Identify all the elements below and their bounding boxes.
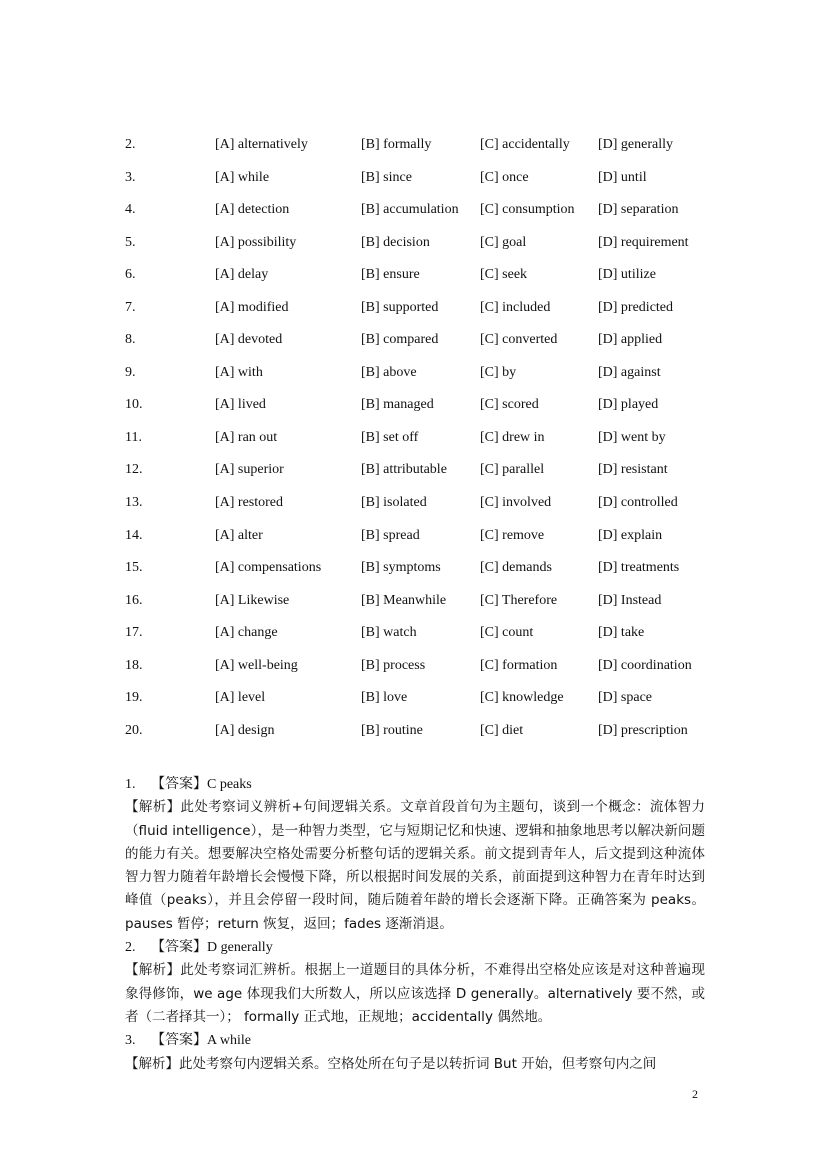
option-b: [B] symptoms (361, 560, 441, 576)
question-number: 9. (125, 364, 136, 380)
option-d: [D] utilize (598, 267, 656, 283)
question-number: 12. (125, 462, 143, 478)
option-c: [C] count (480, 625, 534, 641)
option-d: [D] resistant (598, 462, 668, 478)
option-c: [C] goal (480, 234, 527, 250)
answer-block-2 (125, 936, 705, 1029)
answer-key: 【答案】A while (151, 1033, 251, 1049)
page-number: 2 (692, 1087, 698, 1101)
option-b: [B] Meanwhile (361, 592, 447, 608)
question-number: 16. (125, 592, 143, 608)
option-a: [A] restored (215, 495, 284, 511)
option-d: [D] requirement (598, 234, 689, 250)
option-a: [A] change (215, 625, 278, 641)
option-d: [D] predicted (598, 299, 674, 315)
option-d: [D] applied (598, 332, 663, 348)
option-a: [A] alter (215, 527, 263, 543)
option-b: [B] since (361, 169, 412, 185)
question-number: 19. (125, 690, 143, 706)
option-c: [C] diet (480, 722, 524, 738)
option-c: [C] consumption (480, 202, 575, 218)
option-d: [D] Instead (598, 592, 662, 608)
question-number: 4. (125, 202, 136, 218)
answer-heading (125, 936, 705, 959)
answer-key: 【答案】C peaks (151, 777, 252, 792)
option-d: [D] separation (598, 202, 679, 218)
option-d: [D] prescription (598, 722, 688, 738)
option-c: [C] scored (480, 397, 539, 413)
option-c: [C] converted (480, 332, 558, 348)
option-a: [A] possibility (215, 234, 297, 250)
option-b: [B] accumulation (361, 202, 459, 218)
answer-number: 3. (125, 1033, 136, 1049)
option-a: [A] alternatively (215, 137, 308, 152)
question-number: 13. (125, 495, 143, 511)
option-d: [D] against (598, 364, 661, 380)
answer-key: 【答案】D generally (151, 940, 273, 956)
option-d: [D] until (598, 169, 647, 185)
answer-block-3 (125, 1029, 705, 1076)
question-number: 17. (125, 625, 143, 641)
option-c: [C] parallel (480, 462, 545, 478)
option-d: [D] treatments (598, 560, 680, 576)
option-a: [A] detection (215, 202, 290, 218)
option-a: [A] superior (215, 462, 284, 478)
option-b: [B] process (361, 657, 426, 673)
option-d: [D] coordination (598, 657, 692, 673)
option-a: [A] with (215, 364, 263, 380)
option-d: [D] controlled (598, 495, 678, 511)
answer-number: 1. (125, 777, 136, 792)
option-c: [C] Therefore (480, 592, 558, 608)
question-number: 11. (125, 429, 142, 445)
question-number: 5. (125, 234, 136, 250)
option-b: [B] compared (361, 332, 439, 348)
option-b: [B] love (361, 690, 408, 706)
option-a: [A] while (215, 169, 270, 185)
option-d: [D] generally (598, 137, 674, 152)
option-c: [C] knowledge (480, 690, 564, 706)
question-number: 2. (125, 137, 136, 152)
option-a: [A] well-being (215, 657, 298, 673)
answer-heading (125, 773, 705, 796)
option-b: [B] routine (361, 722, 423, 738)
answers-section (125, 773, 705, 1076)
option-b: [B] isolated (361, 495, 427, 511)
option-b: [B] attributable (361, 462, 447, 478)
option-b: [B] supported (361, 299, 439, 315)
question-number: 18. (125, 657, 143, 673)
answer-heading (125, 1029, 705, 1052)
option-d: [D] space (598, 690, 653, 706)
option-c: [C] accidentally (480, 137, 570, 152)
option-c: [C] once (480, 169, 529, 185)
option-d: [D] played (598, 397, 659, 413)
option-c: [C] demands (480, 560, 552, 576)
question-number: 6. (125, 267, 136, 283)
option-c: [C] by (480, 364, 517, 380)
option-a: [A] compensations (215, 560, 322, 576)
option-a: [A] Likewise (215, 592, 290, 608)
question-number: 10. (125, 397, 143, 413)
question-number: 20. (125, 722, 143, 738)
option-b: [B] ensure (361, 267, 420, 283)
option-d: [D] went by (598, 429, 666, 445)
question-number: 3. (125, 169, 136, 185)
option-c: [C] remove (480, 527, 545, 543)
option-b: [B] set off (361, 429, 419, 445)
option-b: [B] above (361, 364, 417, 380)
option-c: [C] formation (480, 657, 558, 673)
question-number: 7. (125, 299, 136, 315)
option-d: [D] take (598, 625, 645, 641)
option-b: [B] watch (361, 625, 417, 641)
option-c: [C] involved (480, 495, 552, 511)
option-c: [C] seek (480, 267, 528, 283)
analysis-paragraph: 【解析】此处考察词义辨析+句间逻辑关系。文章首段首句为主题句，谈到一个概念：流体智力（fluid intelligence），是一种智力类型，它与短期记忆和快速、逻辑和抽象地思考以解决新问题的能力有关。想要解决空格处需要分析整句话的逻辑关系。前文提到青年人，后文提到这种流体智力智力随着年龄增长会慢慢下降，所以根据时间发展的关系，前面提到这种智力在青年时达到峰值（peaks），并且会停留一段时间，随后随着年龄的增长会逐渐下降。正确答案为 peaks。pauses 暂停；return 恢复，返回；fades 逐渐消退。 (125, 799, 705, 932)
option-c: [C] included (480, 299, 551, 315)
option-a: [A] devoted (215, 332, 283, 348)
answer-number: 2. (125, 940, 136, 956)
option-d: [D] explain (598, 527, 663, 543)
analysis-paragraph: 【解析】此处考察句内逻辑关系。空格处所在句子是以转折词 But 开始，但考察句内之间 (125, 1055, 657, 1072)
option-b: [B] formally (361, 137, 432, 152)
option-a: [A] delay (215, 267, 269, 283)
option-a: [A] level (215, 690, 266, 706)
option-c: [C] drew in (480, 429, 545, 445)
question-number: 14. (125, 527, 143, 543)
option-b: [B] spread (361, 527, 420, 543)
option-a: [A] lived (215, 397, 266, 413)
option-b: [B] decision (361, 234, 430, 250)
option-a: [A] modified (215, 299, 289, 315)
question-number: 15. (125, 560, 143, 576)
option-a: [A] ran out (215, 429, 278, 445)
question-number: 8. (125, 332, 136, 348)
analysis-paragraph: 【解析】此处考察词汇辨析。根据上一道题目的具体分析，不难得出空格处应该是对这种普遍现象得修饰，we age 体现我们大所数人，所以应该选择 D generally。alternatively 要不然，或者（二者择其一）； formally 正式地，正规地；accidentally 偶然地。 (125, 962, 705, 1025)
option-a: [A] design (215, 722, 275, 738)
option-b: [B] managed (361, 397, 434, 413)
answer-block-1 (125, 773, 705, 936)
